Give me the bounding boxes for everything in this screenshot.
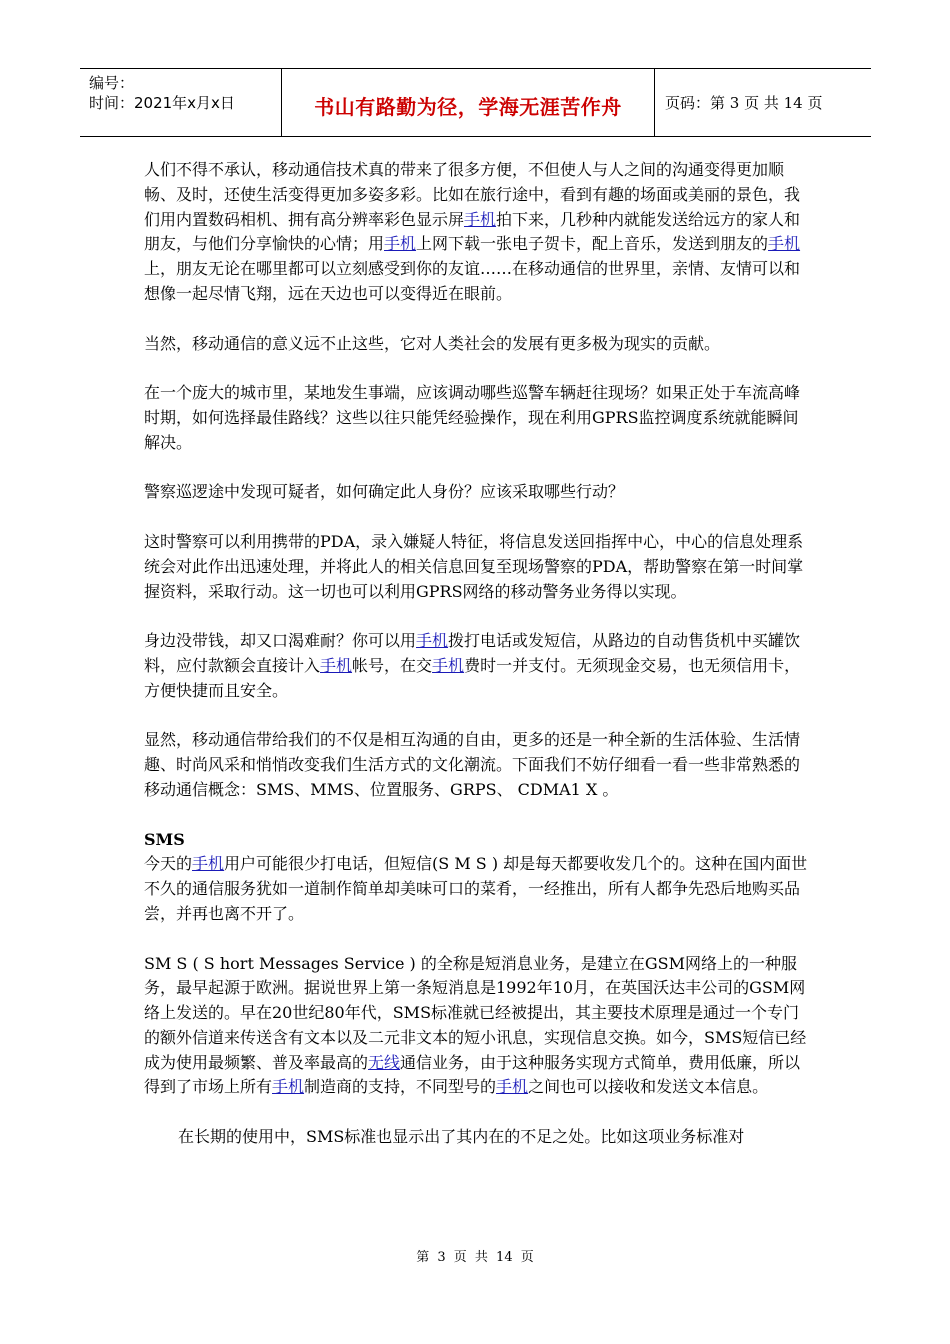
header-motto: 书山有路勤为径，学海无涯苦作舟 [314, 95, 622, 119]
link-mobile-phone[interactable]: 手机 [432, 655, 465, 675]
link-mobile-phone[interactable]: 手机 [496, 1077, 529, 1097]
header-page-cell [655, 69, 871, 136]
paragraph-convenience [144, 158, 808, 307]
paragraph-police-question: 警察巡逻途中发现可疑者，如何确定此人身份？应该采取哪些行动？ [144, 482, 625, 502]
text-run: 拨打电话或发短信，从路边的自动售货机中买罐饮料，应付款额会直接计入 [144, 631, 801, 675]
link-mobile-phone[interactable]: 手机 [464, 209, 497, 229]
text-run: 人们不得不承认，移动通信技术真的带来了很多方便，不但使人与人之间的沟通变得更加顺畅、及时，还使生活变得更加多姿多彩。比如在旅行途中，看到有趣的场面或美丽的景色，我们用内置数码相机、拥有高分辨率彩色显示屏 [144, 160, 801, 229]
link-mobile-phone[interactable]: 手机 [384, 234, 417, 254]
paragraph-gprs-dispatch: 在一个庞大的城市里，某地发生事端，应该调动哪些巡警车辆赶往现场？如果正处于车流高峰时期，如何选择最佳路线？这些以往只能凭经验操作，现在利用GPRS监控调度系统就能瞬间解决。 [144, 383, 801, 452]
text-run: 上，朋友无论在哪里都可以立刻感受到你的友谊……在移动通信的世界里，亲情、友情可以和想像一起尽情飞翔，远在天边也可以变得近在眼前。 [144, 259, 801, 303]
link-mobile-phone[interactable]: 手机 [768, 234, 801, 254]
paragraph-concepts-intro: 显然，移动通信带给我们的不仅是相互沟通的自由，更多的还是一种全新的生活体验、生活情趣、时尚风采和悄悄改变我们生活方式的文化潮流。下面我们不妨仔细看一看一些非常熟悉的移动通信概念：SMS、MMS、位置服务、GRPS、 CDMA1 X 。 [144, 730, 801, 799]
paragraph-sms-popularity [144, 852, 808, 926]
link-mobile-phone[interactable]: 手机 [192, 854, 225, 874]
section-heading-sms: SMS [144, 829, 185, 849]
text-run: 上网下载一张电子贺卡，配上音乐，发送到朋友的 [416, 234, 769, 254]
text-run: 制造商的支持，不同型号的 [304, 1077, 497, 1097]
header-motto-cell [282, 69, 655, 136]
document-time-label: 时间：2021年x月x日 [89, 94, 235, 112]
text-run: SM S ( S hort Messages Service ) 的全称是短消息业务，是建立在GSM网络上的一种服务，最早起源于欧洲。据说世界上第一条短消息是1992年10月，在英国沃达丰公司的GSM网络上发送的。早在20世纪80年代，SMS标准就已经被提出，其主要技术原理是通过一个专门的额外信道来传送含有文本以及二元非文本的短小讯息，实现信息交换。如今，SMS短信已经成为使用最频繁、普及率最高的 [144, 953, 807, 1072]
link-wireless[interactable]: 无线 [368, 1052, 401, 1072]
text-run: 用户可能很少打电话，但短信(S M S ) 却是每天都要收发几个的。这种在国内面世不久的通信服务犹如一道制作简单却美味可口的菜肴，一经推出，所有人都争先恐后地购买品尝，并再也离不开了。 [144, 854, 808, 923]
link-mobile-phone[interactable]: 手机 [320, 655, 353, 675]
header-meta-cell [80, 69, 282, 136]
text-run: 费时一并支付。无须现金交易，也无须信用卡，方便快捷而且安全。 [144, 655, 801, 700]
text-run: 拍下来，几秒种内就能发送给远方的家人和朋友，与他们分享愉快的心情；用 [144, 209, 801, 254]
text-run: 帐号，在交 [352, 655, 433, 675]
paragraph-sms-definition [144, 952, 808, 1101]
text-run: 之间也可以接收和发送文本信息。 [528, 1077, 769, 1097]
text-run: 身边没带钱，却又口渴难耐？你可以用 [144, 631, 417, 651]
paragraph-sms-limitations: 在长期的使用中，SMS标准也显示出了其内在的不足之处。比如这项业务标准对 [178, 1127, 745, 1147]
link-mobile-phone[interactable]: 手机 [272, 1077, 305, 1097]
paragraph-police-pda: 这时警察可以利用携带的PDA，录入嫌疑人特征，将信息发送回指挥中心，中心的信息处理系统会对此作出迅速处理，并将此人的相关信息回复至现场警察的PDA，帮助警察在第一时间掌握资料，采取行动。这一切也可以利用GPRS网络的移动警务业务得以实现。 [144, 531, 804, 601]
paragraph-significance: 当然，移动通信的意义远不止这些，它对人类社会的发展有更多极为现实的贡献。 [144, 333, 721, 353]
header-page-info: 页码：第 3 页 共 14 页 [665, 94, 823, 112]
link-mobile-phone[interactable]: 手机 [416, 631, 449, 651]
text-run: 今天的 [144, 854, 193, 874]
page-footer: 第 3 页 共 14 页 [416, 1250, 534, 1265]
paragraph-mobile-payment [144, 629, 808, 703]
document-number-label: 编号： [89, 74, 135, 92]
document-header [80, 68, 871, 137]
document-body [144, 158, 808, 1150]
text-run: 通信业务，由于这种服务实现方式简单，费用低廉，所以得到了市场上所有 [144, 1052, 801, 1097]
